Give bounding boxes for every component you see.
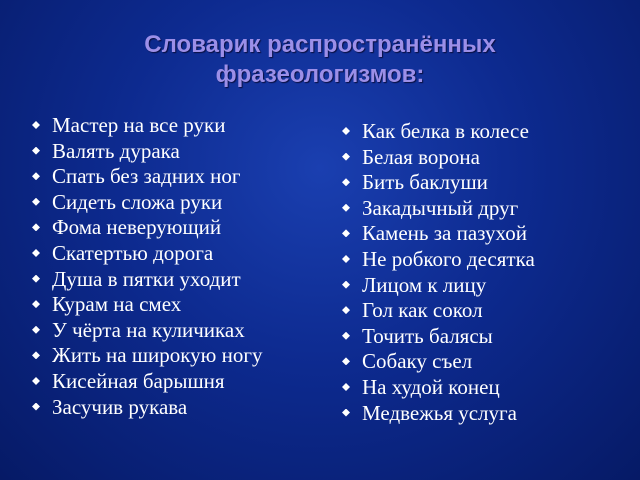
phrase-list-left xyxy=(30,113,262,420)
bullet-icon xyxy=(32,121,40,129)
bullet-icon xyxy=(32,377,40,385)
list-item: Скатертью дорога xyxy=(30,241,262,267)
list-item: Валять дурака xyxy=(30,139,262,165)
bullet-icon xyxy=(32,403,40,411)
list-item: Засучив рукава xyxy=(30,395,262,421)
bullet-icon xyxy=(32,147,40,155)
list-item: Точить балясы xyxy=(340,324,535,350)
list-item: Медвежья услуга xyxy=(340,401,535,427)
bullet-icon xyxy=(342,306,350,314)
bullet-icon xyxy=(32,326,40,334)
list-item: Не робкого десятка xyxy=(340,247,535,273)
list-item: Фома неверующий xyxy=(30,215,262,241)
list-item: Как белка в колесе xyxy=(340,119,535,145)
list-item: Белая ворона xyxy=(340,145,535,171)
bullet-icon xyxy=(32,351,40,359)
bullet-icon xyxy=(342,357,350,365)
bullet-icon xyxy=(32,300,40,308)
title-line-2: фразеологизмов: xyxy=(215,61,425,88)
list-item: Гол как сокол xyxy=(340,298,535,324)
list-item: Сидеть сложа руки xyxy=(30,190,262,216)
bullet-icon xyxy=(342,204,350,212)
bullet-icon xyxy=(342,383,350,391)
list-item: Камень за пазухой xyxy=(340,221,535,247)
title-line-1: Словарик распространённых xyxy=(144,31,496,58)
bullet-icon xyxy=(342,332,350,340)
list-item: Лицом к лицу xyxy=(340,273,535,299)
bullet-icon xyxy=(32,249,40,257)
list-item: Жить на широкую ногу xyxy=(30,343,262,369)
bullet-icon xyxy=(32,223,40,231)
bullet-icon xyxy=(342,281,350,289)
bullet-icon xyxy=(32,172,40,180)
list-item: У чёрта на куличиках xyxy=(30,318,262,344)
list-item: Мастер на все руки xyxy=(30,113,262,139)
list-item: Кисейная барышня xyxy=(30,369,262,395)
bullet-icon xyxy=(342,409,350,417)
list-item: Закадычный друг xyxy=(340,196,535,222)
list-item: Собаку съел xyxy=(340,349,535,375)
bullet-icon xyxy=(32,275,40,283)
list-item: Спать без задних ног xyxy=(30,164,262,190)
list-item: Душа в пятки уходит xyxy=(30,267,262,293)
bullet-icon xyxy=(342,178,350,186)
list-item: Курам на смех xyxy=(30,292,262,318)
bullet-icon xyxy=(342,255,350,263)
bullet-icon xyxy=(342,127,350,135)
bullet-icon xyxy=(32,198,40,206)
slide-title xyxy=(40,30,600,90)
list-item: Бить баклуши xyxy=(340,170,535,196)
bullet-icon xyxy=(342,153,350,161)
list-item: На худой конец xyxy=(340,375,535,401)
bullet-icon xyxy=(342,229,350,237)
phrase-list-right xyxy=(340,119,535,426)
